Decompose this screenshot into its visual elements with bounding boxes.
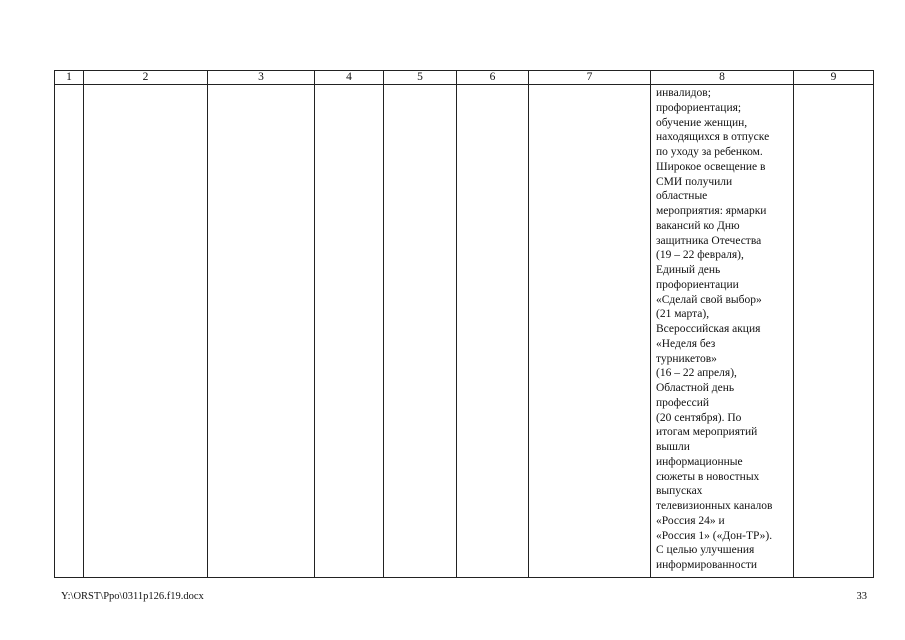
table-row — [55, 85, 874, 578]
column-number-cell: 4 — [315, 71, 384, 85]
column-number-cell: 5 — [384, 71, 457, 85]
text-line: профориентация; — [656, 101, 742, 114]
table-cell-col7 — [529, 85, 651, 578]
column-number-row — [55, 71, 874, 85]
text-line: выпусках — [656, 485, 703, 498]
table-cell-col9 — [794, 85, 874, 578]
text-line: Единый день — [656, 264, 721, 276]
text-line: областные — [656, 190, 708, 203]
text-line: защитника Отечества — [656, 234, 762, 247]
text-line: информационные — [656, 455, 743, 468]
text-line: (16 – 22 апреля), — [656, 367, 737, 380]
text-line: турникетов» — [656, 352, 717, 365]
table-cell-col1 — [55, 85, 84, 578]
footer-file-path: Y:\ORST\Ppo\0311p126.f19.docx — [61, 591, 204, 602]
text-line: (19 – 22 февраля), — [656, 249, 744, 262]
table-cell-col2 — [84, 85, 208, 578]
text-line: находящихся в отпуске — [656, 131, 770, 144]
text-line: СМИ получили — [656, 175, 733, 188]
text-line: (20 сентября). По — [656, 411, 742, 424]
text-line: телевизионных каналов — [656, 500, 773, 512]
text-line: Всероссийская акция — [656, 323, 761, 335]
text-line: мероприятия: ярмарки — [656, 205, 767, 217]
text-line: итогам мероприятий — [656, 426, 758, 439]
text-line: «Сделай свой выбор» — [656, 293, 762, 306]
column-number-cell: 7 — [529, 71, 651, 85]
text-line: инвалидов; — [656, 87, 711, 99]
text-line: «Россия 24» и — [656, 514, 725, 527]
document-table — [54, 70, 874, 578]
text-line: информированности — [656, 559, 758, 571]
column-number-cell: 2 — [84, 71, 208, 85]
text-line: Областной день — [656, 382, 735, 394]
text-line: профессий — [656, 396, 710, 409]
column-number-cell: 3 — [208, 71, 315, 85]
column-number-cell: 8 — [651, 71, 794, 85]
text-line: вакансий ко Дню — [656, 219, 740, 232]
table-cell-col3 — [208, 85, 315, 578]
table-cell-col4 — [315, 85, 384, 578]
text-line: «Россия 1» («Дон-ТР»). — [656, 529, 773, 542]
column-number-cell: 1 — [55, 71, 84, 85]
text-line: обучение женщин, — [656, 116, 748, 129]
text-line: профориентации — [656, 278, 739, 291]
column-number-cell: 9 — [794, 71, 874, 85]
table-cell-col6 — [457, 85, 529, 578]
text-line: по уходу за ребенком. — [656, 146, 763, 158]
text-line: сюжеты в новостных — [656, 470, 760, 483]
text-line: Широкое освещение в — [656, 160, 766, 173]
text-line: (21 марта), — [656, 308, 710, 321]
column8-text — [651, 85, 793, 573]
table-cell-col8 — [651, 85, 794, 578]
page-number: 33 — [856, 591, 867, 602]
text-line: «Неделя без — [656, 337, 716, 350]
column-number-cell: 6 — [457, 71, 529, 85]
table-cell-col5 — [384, 85, 457, 578]
text-line: С целью улучшения — [656, 544, 755, 557]
text-line: вышли — [656, 441, 690, 453]
